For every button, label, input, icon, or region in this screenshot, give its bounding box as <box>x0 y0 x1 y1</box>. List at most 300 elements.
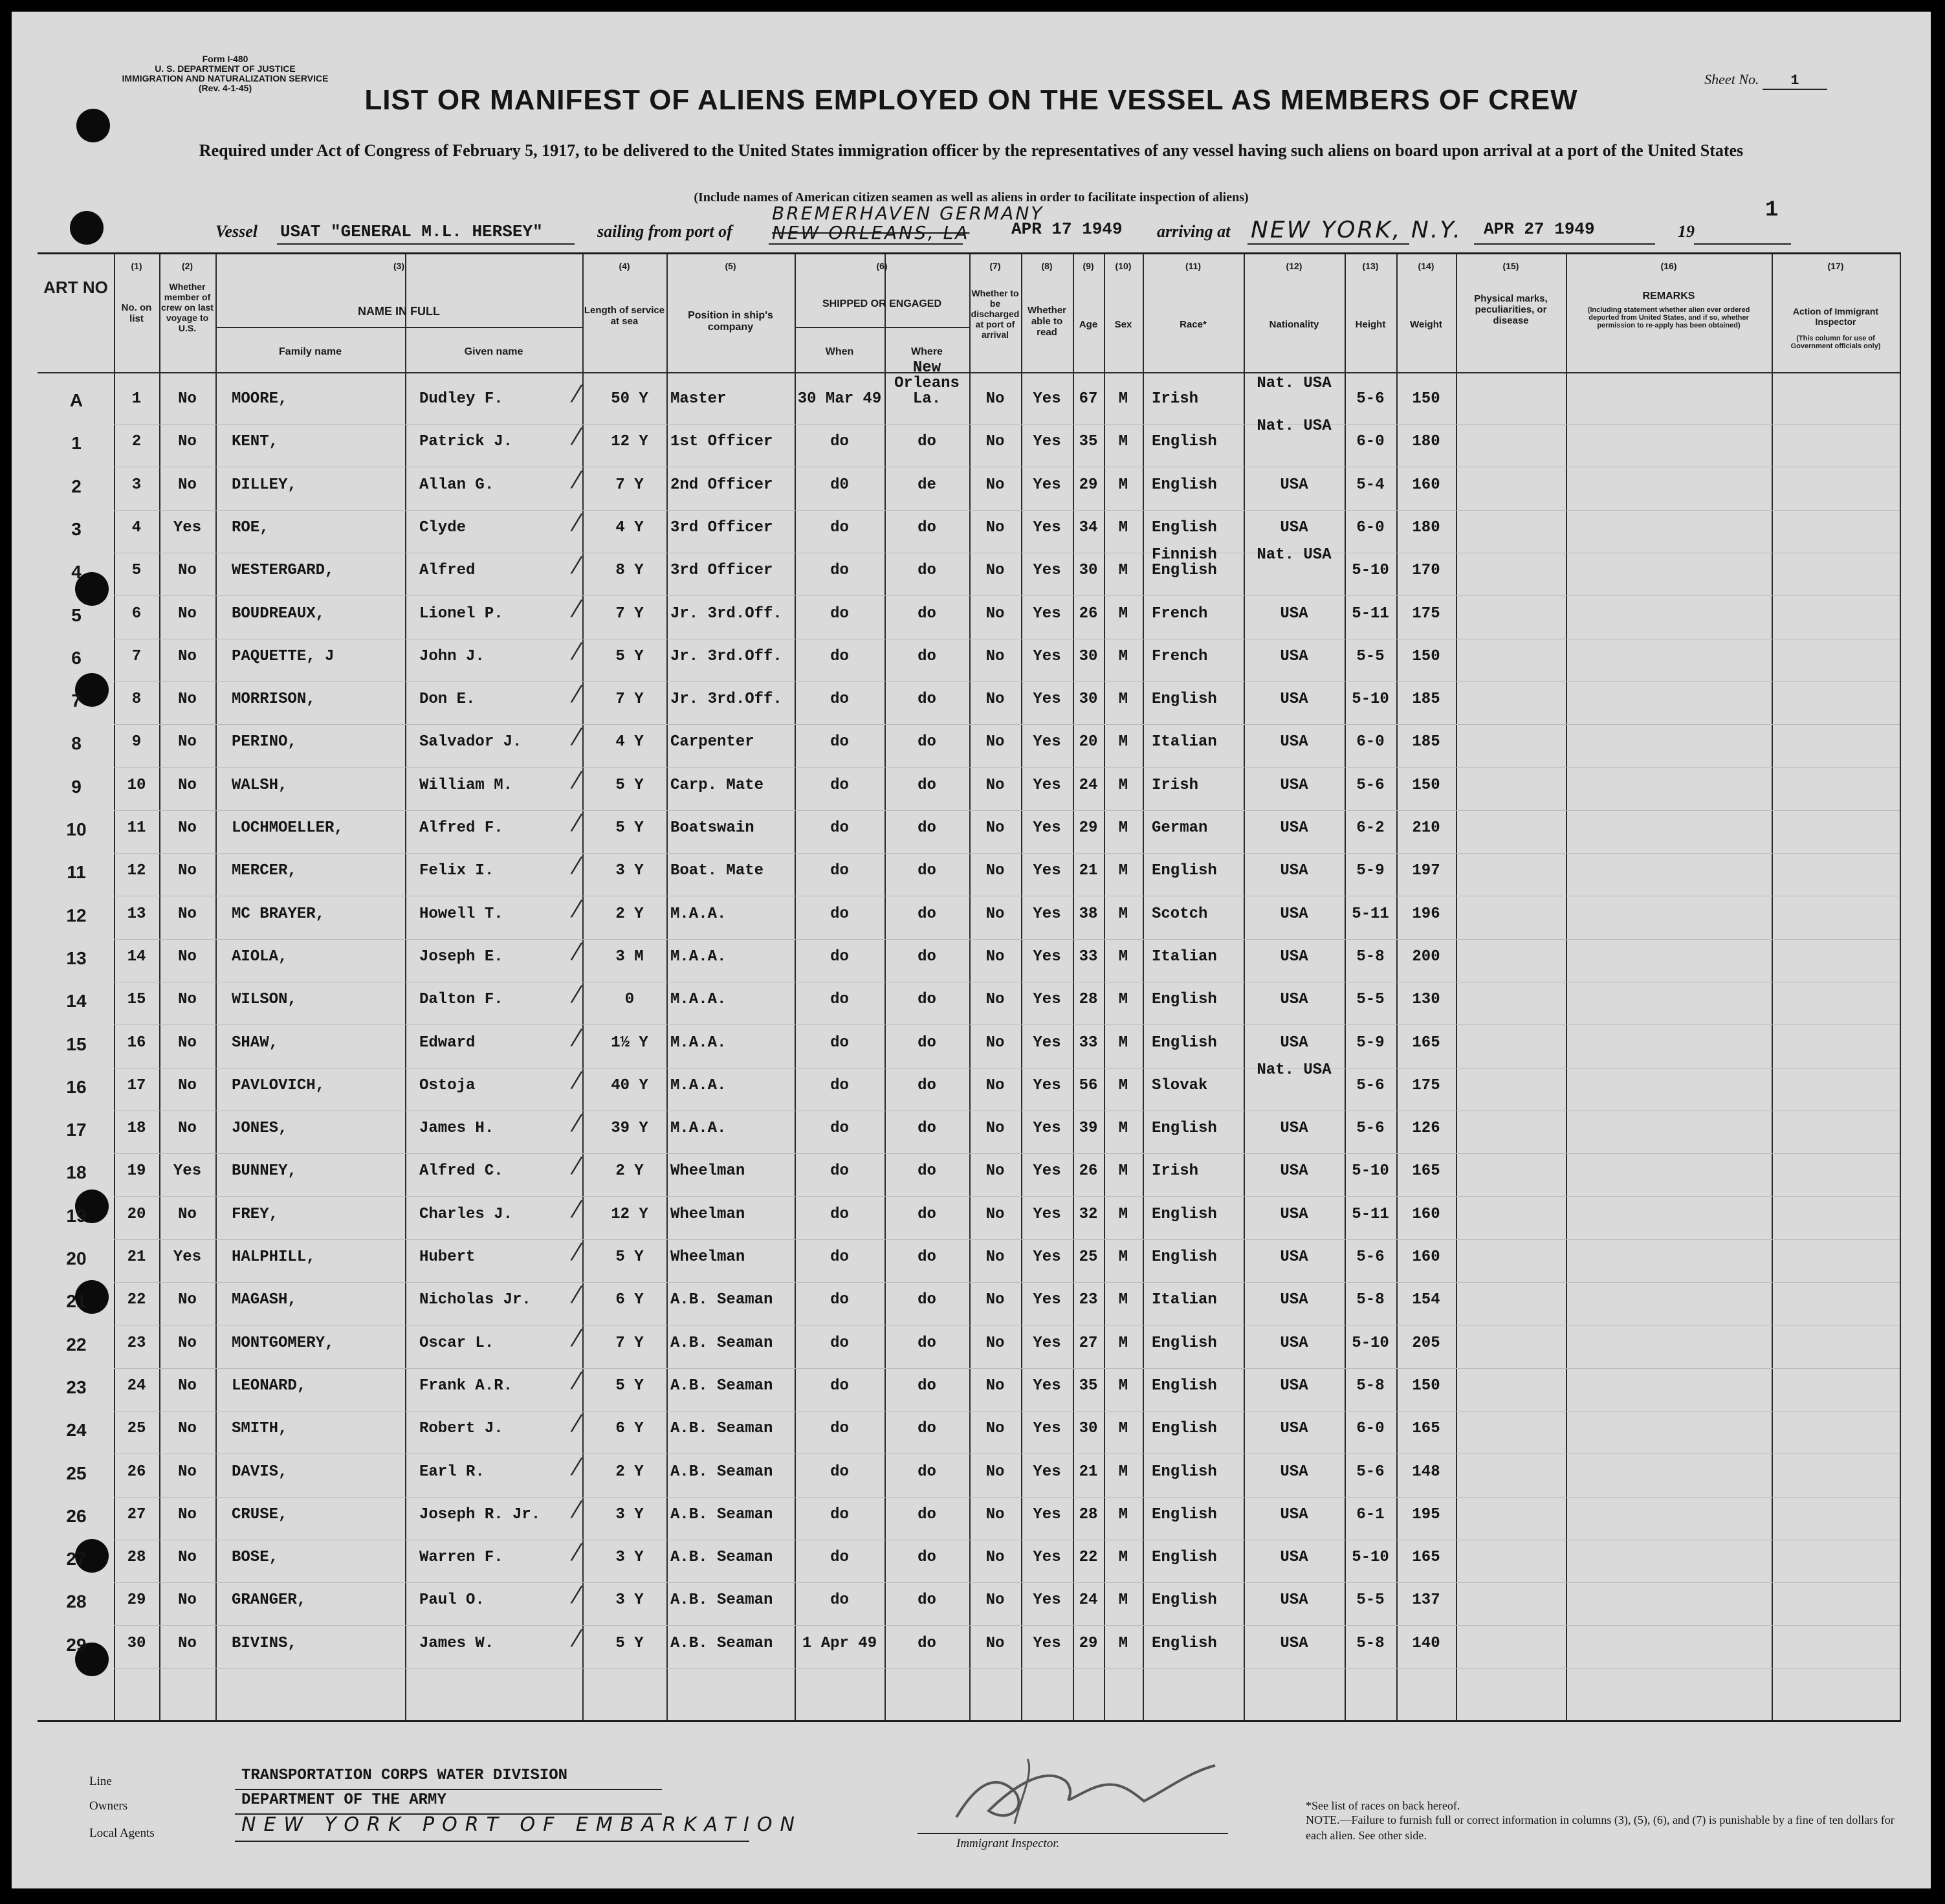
cell-height: 5-11 <box>1352 905 1389 923</box>
cell-given: Nicholas Jr. <box>419 1291 531 1309</box>
cell-family: MC BRAYER, <box>232 905 325 923</box>
cell-age: 67 <box>1079 390 1098 408</box>
cell-weight: 180 <box>1412 433 1440 451</box>
cell-prev: Yes <box>173 1162 202 1180</box>
row-rule <box>114 767 1900 768</box>
cell-read: Yes <box>1033 819 1061 837</box>
cell-prev: No <box>178 1377 197 1395</box>
header-c15-num: (15) <box>1502 261 1519 271</box>
cell-height: 6-2 <box>1356 819 1385 837</box>
cell-age: 38 <box>1079 905 1098 923</box>
cell-family: SHAW, <box>232 1034 279 1052</box>
cell-no: 6 <box>131 604 142 623</box>
cell-art: 28 <box>66 1591 87 1612</box>
cell-race: German <box>1152 819 1208 837</box>
arrival-date: APR 27 1949 <box>1484 219 1595 239</box>
cell-race: French <box>1152 647 1208 665</box>
cell-prev: No <box>178 1420 197 1438</box>
cell-service: 12 Y <box>611 433 648 451</box>
cell-read: Yes <box>1033 1549 1061 1567</box>
cell-age: 30 <box>1079 647 1098 665</box>
cell-nat: USA <box>1280 1505 1308 1523</box>
cell-height: 5-8 <box>1356 1377 1385 1395</box>
cell-service: 1½ Y <box>611 1034 648 1052</box>
cell-family: SMITH, <box>232 1420 288 1438</box>
cell-given: Alfred C. <box>419 1162 503 1180</box>
cell-prev: No <box>178 991 197 1009</box>
cell-nat: USA <box>1280 1377 1308 1395</box>
cell-when: d0 <box>830 476 849 494</box>
cell-given: Lionel P. <box>419 604 503 623</box>
cell-height: 6-0 <box>1356 433 1385 451</box>
cell-age: 27 <box>1079 1334 1098 1352</box>
cell-sex: M <box>1118 947 1128 966</box>
cell-when: do <box>830 518 849 537</box>
cell-service: 39 Y <box>611 1120 648 1138</box>
cell-disch: No <box>985 1591 1005 1610</box>
cell-read: Yes <box>1033 1505 1061 1523</box>
cell-family: BIVINS, <box>232 1634 297 1652</box>
cell-sex: M <box>1118 1162 1128 1180</box>
cell-sex: M <box>1118 733 1128 751</box>
page-subtitle: Required under Act of Congress of February 5, 1917, to be delivered to the United States immigration officer by the representatives of any vessel having such aliens on board upon arrival at a port of the United States <box>199 141 1744 160</box>
cell-race: French <box>1152 604 1208 623</box>
cell-service: 7 Y <box>615 691 644 709</box>
cell-read: Yes <box>1033 1248 1061 1266</box>
cell-position: Jr. 3rd.Off. <box>670 604 782 623</box>
cell-disch: No <box>985 1120 1005 1138</box>
cell-art: 3 <box>71 518 82 539</box>
row-rule <box>114 424 1900 425</box>
subheader-rule <box>795 327 969 328</box>
cell-no: 28 <box>127 1549 146 1567</box>
cell-position: Wheelman <box>670 1205 745 1223</box>
tick-mark-icon: ⁄ <box>575 381 579 408</box>
cell-prev: No <box>178 604 197 623</box>
header-c6-num: (6) <box>876 261 888 271</box>
cell-race: English <box>1152 991 1217 1009</box>
tick-mark-icon: ⁄ <box>575 1282 579 1309</box>
cell-no: 2 <box>131 433 142 451</box>
col-divider <box>159 254 160 1720</box>
cell-family: MONTGOMERY, <box>232 1334 335 1352</box>
cell-where: do <box>918 647 936 665</box>
cell-race: English <box>1152 518 1217 537</box>
cell-height: 5-11 <box>1352 604 1389 623</box>
cell-art: 26 <box>66 1505 87 1526</box>
header-c2-num: (2) <box>181 261 193 271</box>
cell-where: do <box>918 1076 936 1094</box>
cell-art: 10 <box>66 819 87 839</box>
col-divider <box>795 254 796 1720</box>
cell-nat: Nat. USA <box>1257 375 1332 392</box>
cell-race: English <box>1152 1420 1217 1438</box>
cell-sex: M <box>1118 390 1128 408</box>
cell-nat: USA <box>1280 1034 1308 1052</box>
cell-read: Yes <box>1033 518 1061 537</box>
cell-nat: USA <box>1280 1463 1308 1481</box>
cell-given: Edward <box>419 1034 476 1052</box>
cell-given: Warren F. <box>419 1549 503 1567</box>
cell-sex: M <box>1118 1205 1128 1223</box>
cell-sex: M <box>1118 862 1128 880</box>
col-divider <box>1143 254 1144 1720</box>
cell-height: 5-8 <box>1356 1291 1385 1309</box>
cell-race: English <box>1152 433 1217 451</box>
cell-height: 5-9 <box>1356 1034 1385 1052</box>
cell-race: English <box>1152 1634 1217 1652</box>
cell-art: 25 <box>66 1463 87 1483</box>
cell-prev: No <box>178 947 197 966</box>
cell-no: 26 <box>127 1463 146 1481</box>
revision: (Rev. 4-1-45) <box>198 83 252 93</box>
cell-height: 5-11 <box>1352 1205 1389 1223</box>
cell-sex: M <box>1118 776 1128 794</box>
tick-mark-icon: ⁄ <box>575 595 579 623</box>
cell-art: 18 <box>66 1162 87 1183</box>
cell-race: English <box>1152 1591 1217 1610</box>
tick-mark-icon: ⁄ <box>575 1024 579 1052</box>
cell-service: 7 Y <box>615 476 644 494</box>
cell-service: 2 Y <box>615 1463 644 1481</box>
cell-height: 5-6 <box>1356 776 1385 794</box>
cell-service: 12 Y <box>611 1205 648 1223</box>
cell-when: 1 Apr 49 <box>802 1634 877 1652</box>
cell-when: do <box>830 819 849 837</box>
cell-read: Yes <box>1033 1291 1061 1309</box>
cell-weight: 197 <box>1412 862 1440 880</box>
tick-mark-icon: ⁄ <box>575 767 579 794</box>
cell-service: 3 Y <box>615 1549 644 1567</box>
tick-mark-icon: ⁄ <box>575 509 579 537</box>
cell-art: 7 <box>71 691 82 711</box>
cell-sex: M <box>1118 1420 1128 1438</box>
cell-age: 35 <box>1079 1377 1098 1395</box>
cell-service: 5 Y <box>615 1248 644 1266</box>
cell-position: A.B. Seaman <box>670 1377 773 1395</box>
cell-where: do <box>918 1377 936 1395</box>
sail-date: APR 17 1949 <box>1011 219 1123 239</box>
port-struck: NEW ORLEANS, LA <box>772 222 970 243</box>
cell-no: 19 <box>127 1162 146 1180</box>
col-divider <box>1772 254 1773 1720</box>
cell-race: English <box>1152 1505 1217 1523</box>
cell-sex: M <box>1118 604 1128 623</box>
year-underline <box>1694 242 1791 245</box>
year-label: 19 <box>1678 222 1695 241</box>
cell-when: do <box>830 1120 849 1138</box>
cell-when: do <box>830 1591 849 1610</box>
tick-mark-icon: ⁄ <box>575 1411 579 1438</box>
cell-position: Boat. Mate <box>670 862 764 880</box>
cell-disch: No <box>985 1162 1005 1180</box>
cell-when: do <box>830 776 849 794</box>
col-divider <box>666 254 668 1720</box>
cell-disch: No <box>985 819 1005 837</box>
cell-no: 27 <box>127 1505 146 1523</box>
cell-given: Allan G. <box>419 476 494 494</box>
header-c4-num: (4) <box>619 261 630 271</box>
header-c3-num: (3) <box>393 261 405 271</box>
cell-disch: No <box>985 604 1005 623</box>
cell-no: 1 <box>131 390 142 408</box>
row-rule <box>114 810 1900 811</box>
cell-service: 3 Y <box>615 1591 644 1610</box>
cell-height: 5-10 <box>1352 1334 1389 1352</box>
tick-mark-icon: ⁄ <box>575 1239 579 1266</box>
cell-read: Yes <box>1033 562 1061 580</box>
cell-where: do <box>918 691 936 709</box>
tick-mark-icon: ⁄ <box>575 1582 579 1610</box>
cell-sex: M <box>1118 1291 1128 1309</box>
cell-service: 40 Y <box>611 1076 648 1094</box>
tick-mark-icon: ⁄ <box>575 681 579 709</box>
header-c7: Whether to be discharged at port of arrival <box>971 288 1020 340</box>
cell-sex: M <box>1118 1334 1128 1352</box>
header-c1: No. on list <box>121 302 152 324</box>
cell-when: do <box>830 991 849 1009</box>
cell-service: 8 Y <box>615 562 644 580</box>
cell-when: do <box>830 562 849 580</box>
cell-family: FREY, <box>232 1205 279 1223</box>
cell-height: 6-0 <box>1356 733 1385 751</box>
page-title: LIST OR MANIFEST OF ALIENS EMPLOYED ON THE VESSEL AS MEMBERS OF CREW <box>364 84 1578 116</box>
cell-prev: No <box>178 733 197 751</box>
cell-disch: No <box>985 862 1005 880</box>
cell-where: do <box>918 862 936 880</box>
col-divider <box>1396 254 1398 1720</box>
cell-disch: No <box>985 1334 1005 1352</box>
cell-family: WILSON, <box>232 991 297 1009</box>
row-rule <box>114 595 1900 596</box>
cell-when: do <box>830 733 849 751</box>
cell-art: 4 <box>71 562 82 582</box>
col-divider <box>1104 254 1105 1720</box>
cell-family: HALPHILL, <box>232 1248 316 1266</box>
cell-weight: 185 <box>1412 733 1440 751</box>
cell-read: Yes <box>1033 776 1061 794</box>
cell-read: Yes <box>1033 1034 1061 1052</box>
cell-position: M.A.A. <box>670 991 727 1009</box>
cell-position: A.B. Seaman <box>670 1549 773 1567</box>
cell-no: 8 <box>131 691 142 709</box>
cell-prev: No <box>178 1120 197 1138</box>
cell-given: Clyde <box>419 518 467 537</box>
tick-mark-icon: ⁄ <box>575 724 579 751</box>
cell-family: KENT, <box>232 433 279 451</box>
row-rule <box>114 1625 1900 1626</box>
cell-age: 35 <box>1079 433 1098 451</box>
cell-age: 25 <box>1079 1248 1098 1266</box>
cell-nat: USA <box>1280 1334 1308 1352</box>
cell-race: English <box>1152 1334 1217 1352</box>
cell-read: Yes <box>1033 1463 1061 1481</box>
cell-age: 24 <box>1079 776 1098 794</box>
header-family-name: Family name <box>279 346 342 357</box>
cell-age: 21 <box>1079 862 1098 880</box>
cell-prev: No <box>178 1076 197 1094</box>
cell-nat: USA <box>1280 733 1308 751</box>
cell-weight: 205 <box>1412 1334 1440 1352</box>
cell-disch: No <box>985 991 1005 1009</box>
cell-when: 30 Mar 49 <box>797 390 882 408</box>
cell-race: English <box>1152 1549 1217 1567</box>
cell-nat: USA <box>1280 1291 1308 1309</box>
header-art-no: ART NO <box>43 278 108 297</box>
cell-where: do <box>918 1291 936 1309</box>
cell-age: 30 <box>1079 691 1098 709</box>
cell-given: Earl R. <box>419 1463 485 1481</box>
cell-read: Yes <box>1033 1120 1061 1138</box>
tick-mark-icon: ⁄ <box>575 553 579 580</box>
cell-art: 16 <box>66 1076 87 1097</box>
header-c16-num: (16) <box>1660 261 1677 271</box>
cell-where: New Orleans La. <box>894 359 960 408</box>
header-c1-num: (1) <box>131 261 142 271</box>
header-where: Where <box>911 346 943 357</box>
cell-race: Finnish English <box>1152 546 1217 580</box>
header-c16: REMARKS <box>1642 291 1695 302</box>
header-c6: SHIPPED OR ENGAGED <box>822 298 942 309</box>
col-divider <box>405 254 406 1720</box>
row-rule <box>114 681 1900 682</box>
row-rule <box>114 939 1900 940</box>
cell-where: do <box>918 947 936 966</box>
cell-weight: 150 <box>1412 390 1440 408</box>
tick-mark-icon: ⁄ <box>575 853 579 880</box>
header-c8: Whether able to read <box>1027 305 1066 338</box>
cell-height: 5-6 <box>1356 1463 1385 1481</box>
cell-sex: M <box>1118 562 1128 580</box>
cell-nat: Nat. USA <box>1257 417 1332 436</box>
cell-weight: 170 <box>1412 562 1440 580</box>
cell-art: 12 <box>66 905 87 925</box>
cell-sex: M <box>1118 1634 1128 1652</box>
row-rule <box>114 724 1900 725</box>
cell-age: 30 <box>1079 562 1098 580</box>
cell-read: Yes <box>1033 1334 1061 1352</box>
cell-sex: M <box>1118 476 1128 494</box>
cell-position: A.B. Seaman <box>670 1334 773 1352</box>
cell-when: do <box>830 1291 849 1309</box>
cell-weight: 160 <box>1412 1205 1440 1223</box>
races-note: *See list of races on back hereof. <box>1306 1799 1460 1812</box>
col-divider <box>969 254 971 1720</box>
port-handwritten: BREMERHAVEN GERMANY <box>772 203 1044 224</box>
cell-weight: 150 <box>1412 1377 1440 1395</box>
cell-position: M.A.A. <box>670 1034 727 1052</box>
footer <box>12 1720 1931 1888</box>
cell-age: 56 <box>1079 1076 1098 1094</box>
cell-where: do <box>918 1591 936 1610</box>
cell-where: do <box>918 1463 936 1481</box>
cell-weight: 165 <box>1412 1162 1440 1180</box>
col-divider <box>1900 254 1901 1720</box>
cell-race: Slovak <box>1152 1076 1208 1094</box>
cell-weight: 126 <box>1412 1120 1440 1138</box>
cell-family: PERINO, <box>232 733 297 751</box>
cell-family: BUNNEY, <box>232 1162 297 1180</box>
cell-race: English <box>1152 476 1217 494</box>
cell-sex: M <box>1118 1248 1128 1266</box>
cell-disch: No <box>985 776 1005 794</box>
cell-given: Don E. <box>419 691 476 709</box>
cell-no: 5 <box>131 562 142 580</box>
cell-read: Yes <box>1033 1377 1061 1395</box>
cell-height: 5-5 <box>1356 991 1385 1009</box>
cell-no: 30 <box>127 1634 146 1652</box>
cell-family: DAVIS, <box>232 1463 288 1481</box>
cell-position: A.B. Seaman <box>670 1291 773 1309</box>
cell-no: 12 <box>127 862 146 880</box>
cell-race: Irish <box>1152 1162 1199 1180</box>
cell-disch: No <box>985 562 1005 580</box>
col-divider <box>1456 254 1457 1720</box>
manifest-sheet <box>12 12 1931 1888</box>
cell-disch: No <box>985 1505 1005 1523</box>
cell-weight: 148 <box>1412 1463 1440 1481</box>
cell-no: 18 <box>127 1120 146 1138</box>
cell-given: Howell T. <box>419 905 503 923</box>
cell-nat: Nat. USA <box>1257 1061 1332 1079</box>
cell-race: Irish <box>1152 776 1199 794</box>
cell-height: 5-5 <box>1356 647 1385 665</box>
cell-position: Master <box>670 390 727 408</box>
cell-where: do <box>918 819 936 837</box>
cell-age: 21 <box>1079 1463 1098 1481</box>
cell-service: 6 Y <box>615 1420 644 1438</box>
cell-family: ROE, <box>232 518 269 537</box>
cell-where: do <box>918 1162 936 1180</box>
cell-nat: USA <box>1280 1420 1308 1438</box>
cell-age: 26 <box>1079 604 1098 623</box>
cell-height: 5-6 <box>1356 1076 1385 1094</box>
header-c12-num: (12) <box>1286 261 1302 271</box>
cell-no: 13 <box>127 905 146 923</box>
cell-when: do <box>830 647 849 665</box>
header-c11-num: (11) <box>1185 261 1202 271</box>
header-c9-num: (9) <box>1082 261 1094 271</box>
corner-mark: 1 <box>1765 198 1779 223</box>
cell-given: James W. <box>419 1634 494 1652</box>
cell-sex: M <box>1118 1076 1128 1094</box>
cell-where: do <box>918 1549 936 1567</box>
cell-when: do <box>830 1463 849 1481</box>
cell-when: do <box>830 1334 849 1352</box>
cell-age: 32 <box>1079 1205 1098 1223</box>
punch-hole <box>70 211 104 245</box>
cell-position: M.A.A. <box>670 905 727 923</box>
cell-nat: USA <box>1280 476 1308 494</box>
cell-given: Joseph E. <box>419 947 503 966</box>
cell-when: do <box>830 604 849 623</box>
line-underline <box>235 1788 662 1790</box>
cell-art: 2 <box>71 476 82 496</box>
cell-service: 3 Y <box>615 862 644 880</box>
cell-art: 20 <box>66 1248 87 1268</box>
tick-mark-icon: ⁄ <box>575 1540 579 1567</box>
cell-family: MERCER, <box>232 862 297 880</box>
col-divider <box>114 254 115 1720</box>
cell-age: 24 <box>1079 1591 1098 1610</box>
cell-no: 3 <box>131 476 142 494</box>
cell-art: 27 <box>66 1549 87 1569</box>
cell-nat: USA <box>1280 518 1308 537</box>
cell-nat: USA <box>1280 905 1308 923</box>
row-rule <box>114 1239 1900 1240</box>
cell-where: do <box>918 1034 936 1052</box>
cell-where: do <box>918 604 936 623</box>
